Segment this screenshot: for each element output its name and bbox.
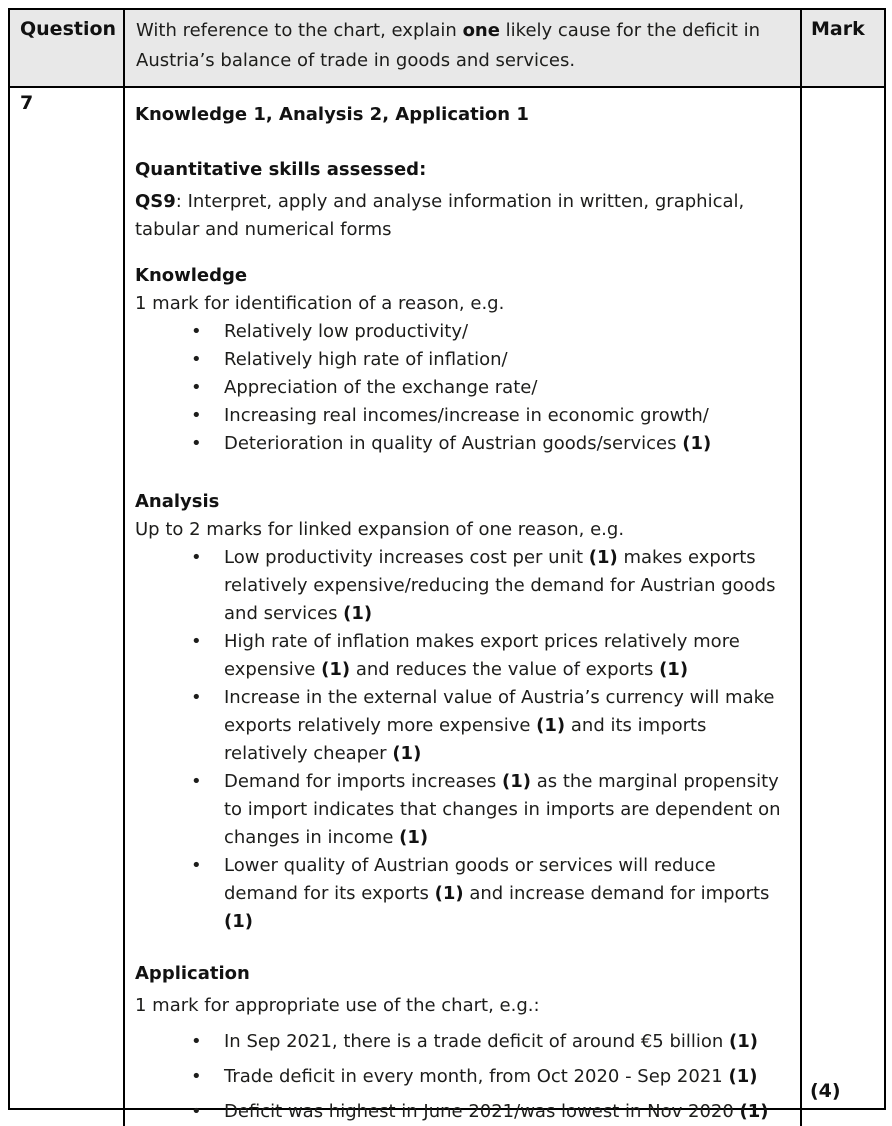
bullet-item: • Lower quality of Austrian goods or services will reduce demand for its exports (1) and increase demand for imports (1) [135, 852, 782, 936]
bullet-item: • Appreciation of the exchange rate/ [135, 374, 782, 402]
knowledge-intro: 1 mark for identification of a reason, e.g. [135, 293, 505, 314]
question-prompt: With reference to the chart, explain one likely cause for the deficit in Austria’s balance of trade in goods and services. [125, 10, 802, 88]
quant-skills-body: QS9: Interpret, apply and analyse information in written, graphical, tabular and numerical forms [135, 191, 745, 240]
bullet-item: • Increase in the external value of Austria’s currency will make exports relatively more expensive (1) and its imports relatively cheaper (1) [135, 684, 782, 768]
mark-column-header: Mark [802, 10, 884, 88]
application-bullet-list [135, 1028, 782, 1126]
assessment-summary: Knowledge 1, Analysis 2, Application 1 [135, 104, 529, 125]
bullet-item: • Deficit was highest in June 2021/was lowest in Nov 2020 (1) [135, 1098, 782, 1126]
application-heading: Application [135, 963, 250, 984]
mark-total: (4) [810, 1080, 841, 1102]
bullet-item: • Trade deficit in every month, from Oct 2020 - Sep 2021 (1) [135, 1063, 782, 1091]
bullet-item: • In Sep 2021, there is a trade deficit of around €5 billion (1) [135, 1028, 782, 1056]
knowledge-bullet-list [135, 318, 782, 458]
analysis-heading: Analysis [135, 491, 220, 512]
bullet-item: • Relatively low productivity/ [135, 318, 782, 346]
bullet-item: • Deterioration in quality of Austrian goods/services (1) [135, 430, 782, 458]
mark-scheme-table [8, 8, 886, 1122]
question-number: 7 [10, 88, 125, 1126]
bullet-item: • High rate of inflation makes export prices relatively more expensive (1) and reduces the value of exports (1) [135, 628, 782, 684]
bullet-item: • Relatively high rate of inflation/ [135, 346, 782, 374]
bullet-item: • Increasing real incomes/increase in economic growth/ [135, 402, 782, 430]
analysis-bullet-list [135, 544, 782, 936]
application-intro: 1 mark for appropriate use of the chart, e.g.: [135, 995, 540, 1016]
knowledge-heading: Knowledge [135, 265, 248, 286]
bullet-item: • Demand for imports increases (1) as the marginal propensity to import indicates that changes in imports are dependent on changes in income (1) [135, 768, 782, 852]
mark-scheme-content [125, 88, 802, 1126]
analysis-intro: Up to 2 marks for linked expansion of one reason, e.g. [135, 519, 625, 540]
quant-skills-heading: Quantitative skills assessed: [135, 159, 427, 180]
bullet-item: • Low productivity increases cost per unit (1) makes exports relatively expensive/reducing the demand for Austrian goods and services (1) [135, 544, 782, 628]
question-column-header: Question [10, 10, 125, 88]
mark-cell [802, 88, 884, 1126]
